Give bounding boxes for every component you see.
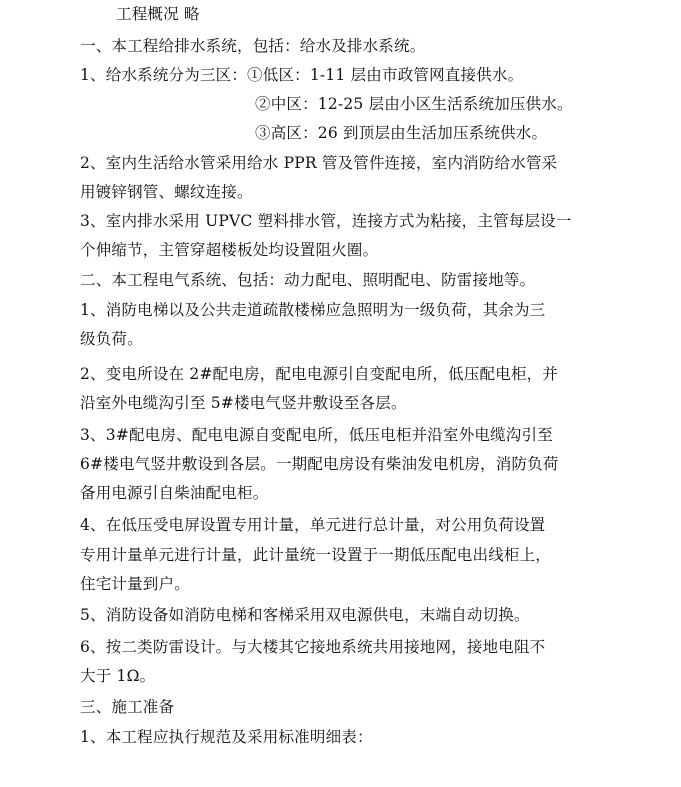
paragraph-line: ③高区：26 到顶层由生活加压系统供水。 <box>255 124 548 142</box>
paragraph-line: 住宅计量到户。 <box>80 575 190 593</box>
section-heading: 一、本工程给排水系统，包括：给水及排水系统。 <box>80 37 426 55</box>
paragraph-line: 6#楼电气竖井敷设到各层。一期配电房设有柴油发电机房，消防负荷 <box>80 455 559 473</box>
paragraph-line: 1、消防电梯以及公共走道疏散楼梯应急照明为一级负荷，其余为三 <box>80 301 546 319</box>
paragraph-line: 2、室内生活给水管采用给水 PPR 管及管件连接，室内消防给水管采 <box>80 154 558 172</box>
paragraph-line: ②中区：12-25 层由小区生活系统加压供水。 <box>255 95 573 113</box>
paragraph-line: 1、给水系统分为三区：①低区：1-11 层由市政管网直接供水。 <box>80 66 524 84</box>
paragraph-line: 3、室内排水采用 UPVC 塑料排水管，连接方式为粘接，主管每层设一 <box>80 212 572 230</box>
paragraph-line: 沿室外电缆沟引至 5#楼电气竖井敷设至各层。 <box>80 394 407 412</box>
section-heading: 二、本工程电气系统、包括：动力配电、照明配电、防雷接地等。 <box>80 271 536 289</box>
paragraph-line: 级负荷。 <box>80 330 143 348</box>
paragraph-line: 2、变电所设在 2#配电房，配电电源引自变配电所，低压配电柜，并 <box>80 365 559 383</box>
document-title: 工程概况 略 <box>116 5 200 23</box>
paragraph-line: 1、本工程应执行规范及采用标准明细表： <box>80 728 373 746</box>
paragraph-line: 5、消防设备如消防电梯和客梯采用双电源供电，末端自动切换。 <box>80 606 530 624</box>
paragraph-line: 3、3#配电房、配电电源自变配电所，低压电柜并沿室外电缆沟引至 <box>80 426 553 444</box>
paragraph-line: 大于 1Ω。 <box>80 667 156 685</box>
paragraph-line: 6、按二类防雷设计。与大楼其它接地系统共用接地网，接地电阻不 <box>80 638 546 656</box>
section-heading: 三、施工准备 <box>80 698 175 716</box>
paragraph-line: 专用计量单元进行计量，此计量统一设置于一期低压配电出线柜上， <box>80 546 552 564</box>
paragraph-line: 4、在低压受电屏设置专用计量，单元进行总计量，对公用负荷设置 <box>80 516 546 534</box>
paragraph-line: 备用电源引自柴油配电柜。 <box>80 484 269 502</box>
paragraph-line: 用镀锌钢管、螺纹连接。 <box>80 183 253 201</box>
paragraph-line: 个伸缩节，主管穿超楼板处均设置阻火圈。 <box>80 241 379 259</box>
